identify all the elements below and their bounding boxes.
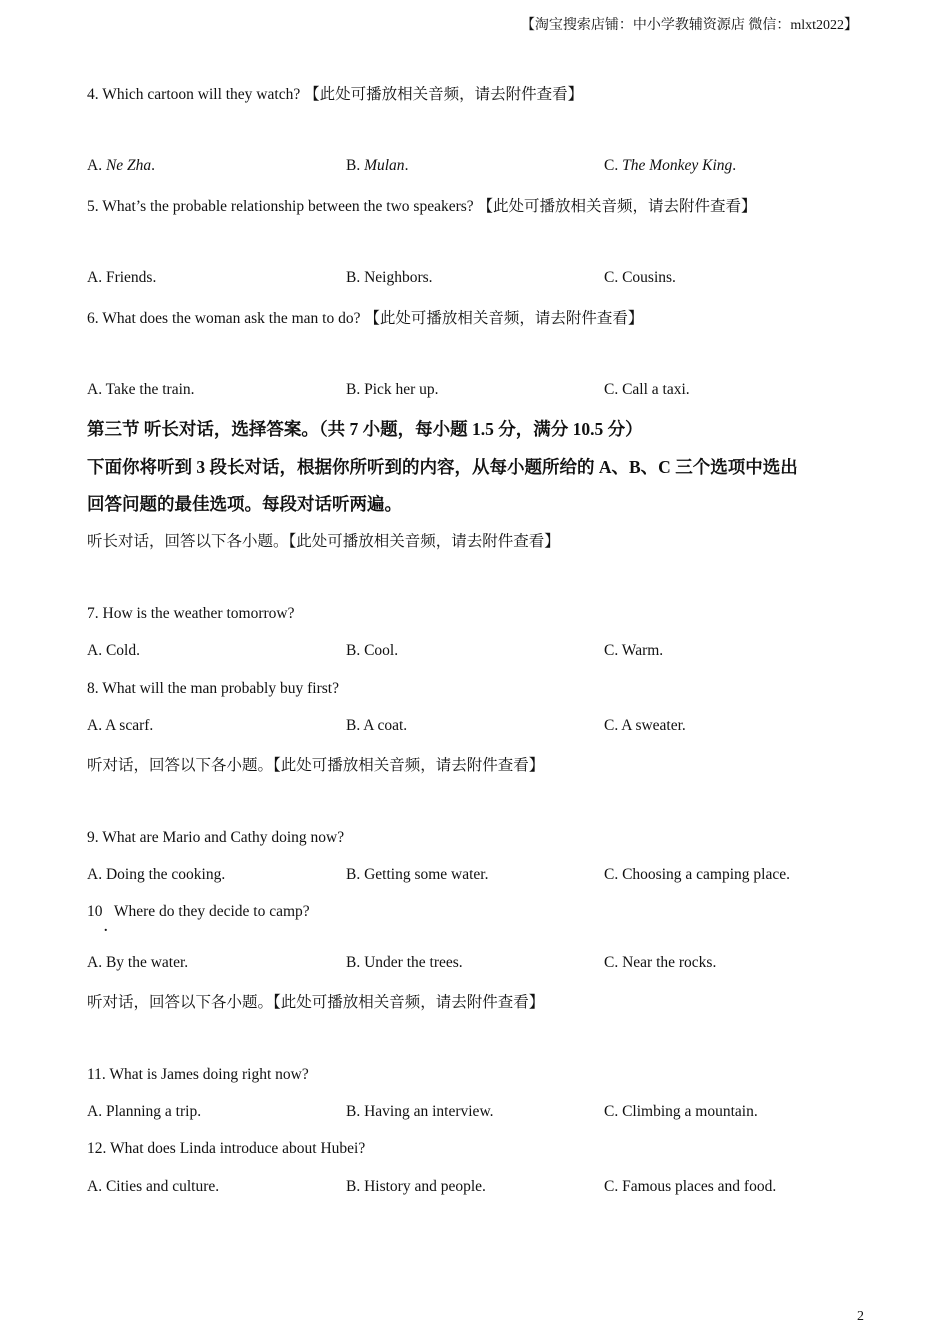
q5-option-b[interactable]: B. Neighbors.: [346, 269, 433, 286]
q7-option-a[interactable]: A. Cold.: [87, 642, 140, 659]
q4-option-b-title: Mulan: [364, 157, 405, 174]
question-4: [87, 82, 583, 104]
question-12-prompt: 12. What does Linda introduce about Hubei?: [87, 1140, 366, 1157]
q12-option-c[interactable]: C. Famous places and food.: [604, 1178, 777, 1195]
q4-option-c-title: The Monkey King: [622, 157, 733, 174]
q4-option-c[interactable]: C. The Monkey King.: [604, 157, 737, 174]
q6-option-c[interactable]: C. Call a taxi.: [604, 381, 690, 398]
dialog-1-note[interactable]: 听长对话，回答以下各小题。【此处可播放相关音频，请去附件查看】: [87, 533, 560, 550]
page-header: 【淘宝搜索店铺：中小学教辅资源店 微信：mlxt2022】: [520, 18, 858, 33]
q10-option-a[interactable]: A. By the water.: [87, 954, 189, 971]
q11-option-a[interactable]: A. Planning a trip.: [87, 1103, 202, 1120]
q8-option-a[interactable]: A. A scarf.: [87, 717, 154, 734]
q12-option-a[interactable]: A. Cities and culture.: [87, 1178, 220, 1195]
page-number: 2: [857, 1309, 864, 1324]
question-7-prompt: 7. How is the weather tomorrow?: [87, 605, 295, 622]
q6-option-a[interactable]: A. Take the train.: [87, 381, 195, 398]
q5-option-a[interactable]: A. Friends.: [87, 269, 157, 286]
q5-option-c[interactable]: C. Cousins.: [604, 269, 676, 286]
audio-note[interactable]: 【此处可播放相关音频，请去附件查看】: [477, 198, 757, 215]
question-11-prompt: 11. What is James doing right now?: [87, 1066, 309, 1083]
q10-option-c[interactable]: C. Near the rocks.: [604, 954, 717, 971]
question-9-prompt: 9. What are Mario and Cathy doing now?: [87, 829, 345, 846]
q4-option-a-title: Ne Zha: [105, 157, 152, 174]
question-6-prompt: 6. What does the woman ask the man to do?: [87, 310, 361, 327]
question-6: [87, 306, 643, 328]
q4-option-a[interactable]: A. Ne Zha.: [87, 157, 156, 174]
q7-option-c[interactable]: C. Warm.: [604, 642, 664, 659]
question-4-prompt: 4. Which cartoon will they watch?: [87, 86, 301, 103]
question-5: [87, 194, 757, 216]
q7-option-b[interactable]: B. Cool.: [346, 642, 399, 659]
section-3-instruction-line2: 回答问题的最佳选项。每段对话听两遍。: [87, 494, 402, 514]
q9-option-a[interactable]: A. Doing the cooking.: [87, 866, 226, 883]
q6-option-b[interactable]: B. Pick her up.: [346, 381, 439, 398]
q11-option-c[interactable]: C. Climbing a mountain.: [604, 1103, 758, 1120]
q9-option-b[interactable]: B. Getting some water.: [346, 866, 489, 883]
q8-option-b[interactable]: B. A coat.: [346, 717, 408, 734]
question-8-prompt: 8. What will the man probably buy first?: [87, 680, 339, 697]
q11-option-b[interactable]: B. Having an interview.: [346, 1103, 494, 1120]
question-10-prompt: 10 Where do they decide to camp?: [87, 903, 310, 920]
q8-option-c[interactable]: C. A sweater.: [604, 717, 686, 734]
section-3-instruction-line1: 下面你将听到 3 段长对话，根据你所听到的内容，从每小题所给的 A、B、C 三个选项中选出: [87, 457, 798, 477]
audio-note[interactable]: 【此处可播放相关音频，请去附件查看】: [304, 86, 584, 103]
question-5-prompt: 5. What’s the probable relationship between the two speakers?: [87, 198, 474, 215]
section-3-title: 第三节 听长对话，选择答案。（共 7 小题，每小题 1.5 分，满分 10.5 分）: [87, 419, 643, 439]
q10-option-b[interactable]: B. Under the trees.: [346, 954, 463, 971]
audio-note[interactable]: 【此处可播放相关音频，请去附件查看】: [364, 310, 644, 327]
dialog-2-note[interactable]: 听对话，回答以下各小题。【此处可播放相关音频，请去附件查看】: [87, 757, 545, 774]
question-10-dot: .: [104, 920, 108, 935]
q4-option-b[interactable]: B. Mulan.: [346, 157, 409, 174]
q9-option-c[interactable]: C. Choosing a camping place.: [604, 866, 790, 883]
q12-option-b[interactable]: B. History and people.: [346, 1178, 486, 1195]
dialog-3-note[interactable]: 听对话，回答以下各小题。【此处可播放相关音频，请去附件查看】: [87, 994, 545, 1011]
